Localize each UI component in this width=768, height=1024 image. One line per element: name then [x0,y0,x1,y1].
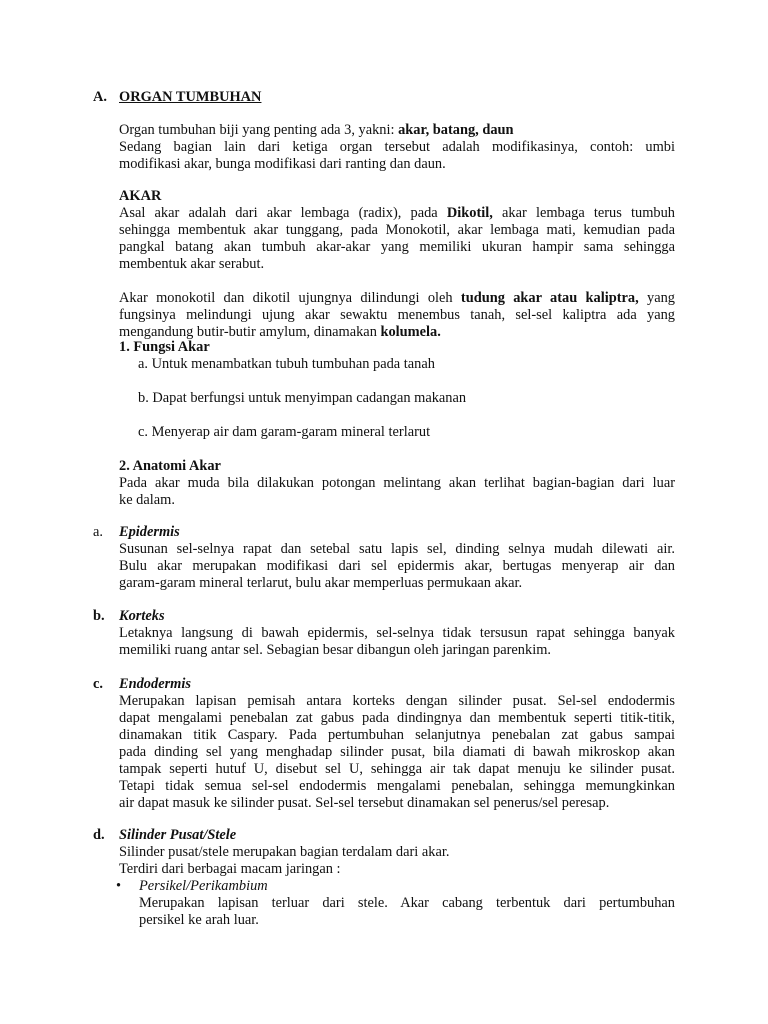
silinder-title: Silinder Pusat/Stele [119,827,237,843]
akar-paragraph-1 [119,205,675,273]
fungsi-heading: 1. Fungsi Akar [119,339,210,355]
akar-paragraph-2 [119,290,675,341]
akar-p2-line-1 [119,290,675,307]
epidermis-title: Epidermis [119,524,180,540]
silinder-line-1: Silinder pusat/stele merupakan bagian terdalam dari akar. [119,844,450,860]
epidermis-line-2: Bulu akar merupakan modifikasi dari sel epidermis akar, bertugas menyerap air dan [119,558,675,574]
anatomi-line-2: ke dalam. [119,492,175,508]
intro-line-2: Sedang bagian lain dari ketiga organ tersebut adalah modifikasinya, contoh: umbi [119,139,675,155]
akar-p1-l1-post: akar lembaga terus tumbuh [492,205,675,221]
section-a-title: ORGAN TUMBUHAN [119,89,262,105]
persikel-line-2: persikel ke arah luar. [139,912,259,928]
korteks-paragraph [119,625,675,659]
korteks-line-1: Letaknya langsung di bawah epidermis, sel-selnya tidak tersusun rapat sehingga banyak [119,625,675,641]
epidermis-marker: a. [93,524,103,540]
endodermis-title: Endodermis [119,676,191,692]
fungsi-item-b: b. Dapat berfungsi untuk menyimpan cadangan makanan [138,390,467,406]
persikel-line-1: Merupakan lapisan terluar dari stele. Akar cabang terbentuk dari pertumbuhan [139,895,675,911]
epidermis-line-1: Susunan sel-selnya rapat dan setebal satu lapis sel, dinding selnya mudah dilewati air. [119,541,675,557]
akar-p1-line-1 [119,205,675,222]
endodermis-line-4: pada dinding sel yang menghadap silinder pusat, bila diamati di bawah mikroskop akan [119,744,675,760]
anatomi-line-1: Pada akar muda bila dilakukan potongan melintang akan terlihat bagian-bagian dari luar [119,475,675,491]
akar-p1-l1-pre: Asal akar adalah dari akar lembaga (radix), pada [119,205,447,221]
persikel-paragraph [139,895,675,929]
fungsi-item-a: a. Untuk menambatkan tubuh tumbuhan pada tanah [138,356,435,372]
endodermis-paragraph [119,693,675,812]
anatomi-paragraph [119,475,675,509]
endodermis-line-5: tampak seperti hutuf U, disebut sel U, sehingga air tak dapat menuju ke silinder pusat. [119,761,675,777]
endodermis-line-2: dapat mengalami penebalan zat gabus pada dindingnya dan membentuk seperti titik-titik, [119,710,675,726]
endodermis-line-3: dinamakan titik Caspary. Pada pertumbuhan selanjutnya penebalan zat gabus sampai [119,727,675,743]
akar-p2-kaliptra: tudung akar atau kaliptra, [460,290,639,306]
persikel-title: Persikel/Perikambium [139,878,268,894]
endodermis-line-1: Merupakan lapisan pemisah antara korteks dengan silinder pusat. Sel-sel endodermis [119,693,675,709]
endodermis-line-6: Tetapi tidak semua sel-sel endodermis mengalami penebalan, sehingga memungkinkan [119,778,675,794]
intro-line-3: modifikasi akar, bunga modifikasi dari ranting dan daun. [119,156,446,172]
akar-p1-line-4: membentuk akar serabut. [119,256,265,272]
korteks-line-2: memiliki ruang antar sel. Sebagian besar dibangun oleh jaringan parenkim. [119,642,551,658]
akar-p1-line-2: sehingga membentuk akar tunggang, pada Monokotil, akar lembaga mati, kemudian pada [119,222,675,238]
fungsi-item-c: c. Menyerap air dam garam-garam mineral terlarut [138,424,431,440]
epidermis-line-3: garam-garam mineral terlarut, bulu akar memperluas permukaan akar. [119,575,523,591]
korteks-marker: b. [93,608,105,624]
silinder-paragraph [119,844,675,878]
akar-p2-l3-pre: mengandung butir-butir amylum, dinamakan [119,324,381,340]
akar-p1-line-3: pangkal batang akan tumbuh akar-akar yang memiliki ukuran hampir sama sehingga [119,239,675,255]
akar-p2-l1-post: yang [638,290,675,306]
akar-p1-dikotil: Dikotil, [446,205,493,221]
akar-p2-l1-pre: Akar monokotil dan dikotil ujungnya dilindungi oleh [119,290,461,306]
akar-p2-line-2: fungsinya melindungi ujung akar sewaktu menembus tanah, sel-sel kaliptra ada yang [119,307,675,323]
akar-p2-kolumela: kolumela. [380,324,441,340]
intro-line-1-text: Organ tumbuhan biji yang penting ada 3, yakni: [119,122,399,138]
akar-heading: AKAR [119,188,162,204]
intro-organs-bold: akar, batang, daun [398,122,514,138]
korteks-title: Korteks [119,608,165,624]
silinder-line-2: Terdiri dari berbagai macam jaringan : [119,861,341,877]
anatomi-heading: 2. Anatomi Akar [119,458,221,474]
endodermis-marker: c. [93,676,103,692]
section-a-marker: A. [93,89,107,105]
silinder-marker: d. [93,827,105,843]
epidermis-paragraph [119,541,675,592]
endodermis-line-7: air dapat masuk ke silinder pusat. Sel-sel tersebut dinamakan sel penerus/sel peresap. [119,795,610,811]
intro-line-1 [119,122,675,139]
intro-paragraph [119,122,675,173]
bullet-icon: • [116,878,122,894]
